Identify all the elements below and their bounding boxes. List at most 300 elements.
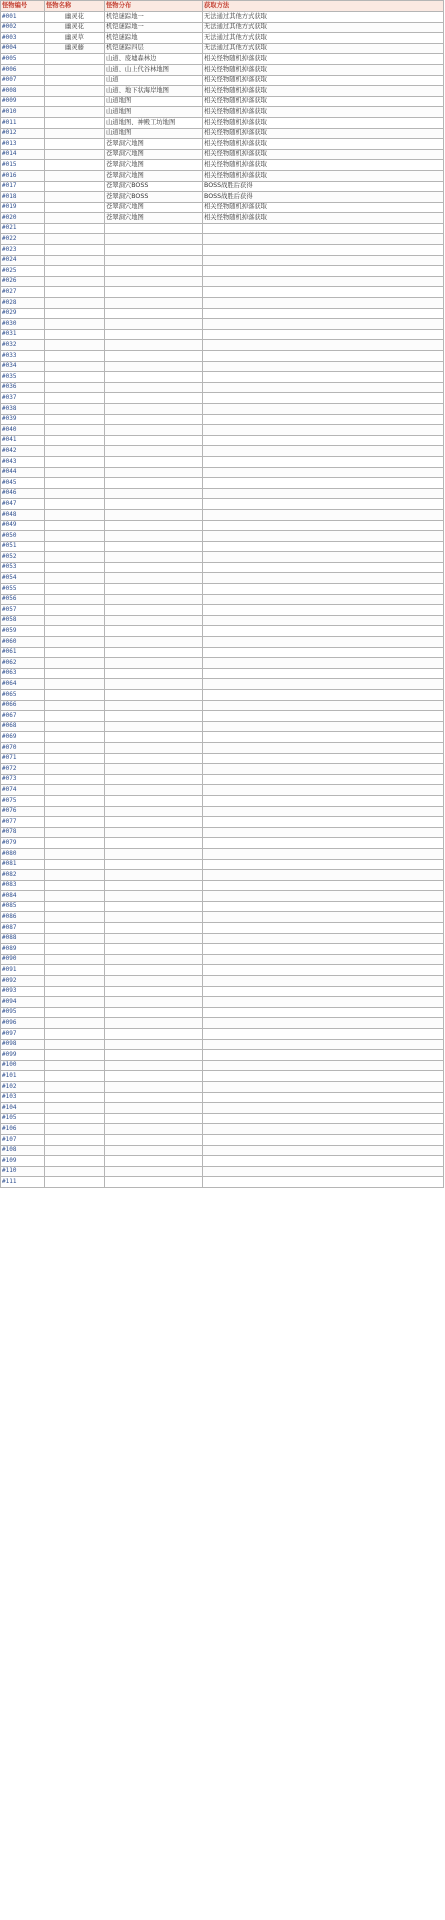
cell-monster-location: [105, 1007, 203, 1018]
cell-monster-id: #013: [1, 139, 45, 150]
cell-obtain-method: [203, 298, 444, 309]
cell-monster-id: #095: [1, 1007, 45, 1018]
cell-monster-name: [45, 499, 105, 510]
cell-monster-location: [105, 382, 203, 393]
cell-monster-location: [105, 1113, 203, 1124]
cell-monster-id: #048: [1, 509, 45, 520]
cell-obtain-method: [203, 499, 444, 510]
cell-monster-name: [45, 742, 105, 753]
table-body: [1, 12, 444, 1188]
cell-monster-id: #073: [1, 774, 45, 785]
table-row: [1, 965, 444, 976]
cell-monster-location: [105, 255, 203, 266]
cell-monster-name: [45, 446, 105, 457]
cell-monster-location: 山道、山上代谷林地图: [105, 64, 203, 75]
cell-monster-id: #093: [1, 986, 45, 997]
cell-monster-location: [105, 912, 203, 923]
cell-monster-name: [45, 753, 105, 764]
cell-obtain-method: [203, 1103, 444, 1114]
cell-obtain-method: [203, 541, 444, 552]
table-row: [1, 393, 444, 404]
cell-monster-name: [45, 891, 105, 902]
cell-monster-id: #026: [1, 276, 45, 287]
cell-obtain-method: 相关怪物随机掉落获取: [203, 86, 444, 97]
table-row: [1, 139, 444, 150]
cell-monster-id: #064: [1, 679, 45, 690]
cell-monster-name: [45, 806, 105, 817]
cell-monster-name: [45, 976, 105, 987]
cell-monster-name: [45, 626, 105, 637]
table-row: [1, 403, 444, 414]
cell-monster-id: #025: [1, 266, 45, 277]
table-row: [1, 329, 444, 340]
cell-monster-location: [105, 361, 203, 372]
cell-obtain-method: [203, 456, 444, 467]
cell-obtain-method: [203, 255, 444, 266]
cell-monster-location: [105, 298, 203, 309]
cell-obtain-method: 无法通过其他方式获取: [203, 22, 444, 33]
table-row: [1, 340, 444, 351]
cell-obtain-method: [203, 774, 444, 785]
table-row: [1, 986, 444, 997]
cell-monster-name: [45, 552, 105, 563]
cell-monster-location: [105, 234, 203, 245]
cell-monster-id: #037: [1, 393, 45, 404]
cell-monster-name: [45, 170, 105, 181]
cell-monster-name: [45, 192, 105, 203]
cell-monster-location: [105, 223, 203, 234]
cell-monster-name: [45, 615, 105, 626]
cell-obtain-method: [203, 276, 444, 287]
cell-obtain-method: 相关怪物随机掉落获取: [203, 170, 444, 181]
cell-obtain-method: [203, 488, 444, 499]
cell-monster-id: #111: [1, 1177, 45, 1188]
table-row: [1, 435, 444, 446]
cell-monster-name: [45, 287, 105, 298]
cell-monster-name: [45, 700, 105, 711]
cell-obtain-method: [203, 912, 444, 923]
cell-monster-name: 幽灵草: [45, 33, 105, 44]
cell-obtain-method: [203, 361, 444, 372]
cell-monster-location: [105, 785, 203, 796]
cell-obtain-method: [203, 245, 444, 256]
cell-obtain-method: 相关怪物随机掉落获取: [203, 107, 444, 118]
table-row: [1, 827, 444, 838]
cell-monster-location: [105, 626, 203, 637]
table-row: [1, 901, 444, 912]
header-obtain-method: 获取方法: [203, 1, 444, 12]
cell-monster-id: #068: [1, 721, 45, 732]
cell-obtain-method: [203, 531, 444, 542]
cell-monster-name: [45, 223, 105, 234]
cell-monster-location: [105, 478, 203, 489]
cell-monster-name: [45, 573, 105, 584]
cell-obtain-method: 相关怪物随机掉落获取: [203, 160, 444, 171]
header-monster-name: 怪物名称: [45, 1, 105, 12]
cell-monster-name: [45, 213, 105, 224]
cell-monster-location: [105, 467, 203, 478]
cell-monster-location: [105, 647, 203, 658]
cell-monster-location: [105, 340, 203, 351]
cell-monster-name: [45, 711, 105, 722]
table-row: [1, 43, 444, 54]
cell-monster-location: [105, 1103, 203, 1114]
cell-monster-location: [105, 742, 203, 753]
cell-monster-id: #110: [1, 1166, 45, 1177]
cell-obtain-method: [203, 923, 444, 934]
cell-obtain-method: [203, 1113, 444, 1124]
cell-monster-id: #091: [1, 965, 45, 976]
table-row: [1, 319, 444, 330]
cell-obtain-method: [203, 319, 444, 330]
cell-monster-name: [45, 658, 105, 669]
cell-monster-id: #045: [1, 478, 45, 489]
cell-monster-location: [105, 764, 203, 775]
cell-monster-location: [105, 266, 203, 277]
cell-obtain-method: [203, 573, 444, 584]
cell-monster-location: 山道地图、神殿工坊地图: [105, 117, 203, 128]
cell-monster-name: [45, 637, 105, 648]
cell-obtain-method: [203, 1156, 444, 1167]
table-row: [1, 298, 444, 309]
table-row: [1, 1092, 444, 1103]
cell-monster-location: [105, 393, 203, 404]
cell-monster-id: #052: [1, 552, 45, 563]
cell-obtain-method: 相关怪物随机掉落获取: [203, 96, 444, 107]
cell-monster-id: #109: [1, 1156, 45, 1167]
cell-obtain-method: [203, 1177, 444, 1188]
cell-monster-name: [45, 817, 105, 828]
cell-monster-location: [105, 1060, 203, 1071]
cell-monster-id: #051: [1, 541, 45, 552]
table-row: [1, 192, 444, 203]
cell-obtain-method: [203, 266, 444, 277]
table-row: [1, 287, 444, 298]
cell-obtain-method: [203, 976, 444, 987]
cell-obtain-method: [203, 403, 444, 414]
table-row: [1, 266, 444, 277]
cell-monster-location: [105, 509, 203, 520]
table-row: [1, 552, 444, 563]
cell-obtain-method: [203, 986, 444, 997]
cell-monster-location: [105, 954, 203, 965]
cell-monster-id: #018: [1, 192, 45, 203]
table-row: [1, 96, 444, 107]
cell-monster-id: #001: [1, 12, 45, 23]
table-row: [1, 1007, 444, 1018]
cell-monster-name: [45, 308, 105, 319]
table-row: [1, 954, 444, 965]
cell-monster-location: [105, 721, 203, 732]
cell-monster-location: [105, 817, 203, 828]
cell-monster-id: #106: [1, 1124, 45, 1135]
cell-monster-name: [45, 1124, 105, 1135]
cell-monster-name: [45, 467, 105, 478]
cell-monster-name: [45, 986, 105, 997]
cell-obtain-method: 无法通过其他方式获取: [203, 33, 444, 44]
table-row: [1, 732, 444, 743]
cell-monster-location: [105, 541, 203, 552]
table-row: [1, 817, 444, 828]
cell-monster-id: #019: [1, 202, 45, 213]
cell-monster-id: #050: [1, 531, 45, 542]
cell-monster-location: [105, 806, 203, 817]
table-row: [1, 1124, 444, 1135]
table-row: [1, 742, 444, 753]
cell-monster-name: [45, 764, 105, 775]
cell-monster-name: [45, 1071, 105, 1082]
cell-monster-id: #085: [1, 901, 45, 912]
cell-monster-id: #036: [1, 382, 45, 393]
cell-monster-name: [45, 668, 105, 679]
cell-obtain-method: 相关怪物随机掉落获取: [203, 75, 444, 86]
cell-monster-id: #076: [1, 806, 45, 817]
cell-obtain-method: [203, 1060, 444, 1071]
cell-monster-id: #090: [1, 954, 45, 965]
cell-monster-name: [45, 456, 105, 467]
cell-monster-id: #086: [1, 912, 45, 923]
cell-monster-name: [45, 64, 105, 75]
cell-monster-name: [45, 298, 105, 309]
cell-obtain-method: [203, 1029, 444, 1040]
cell-monster-id: #054: [1, 573, 45, 584]
cell-monster-location: 山道地图: [105, 96, 203, 107]
cell-obtain-method: [203, 944, 444, 955]
cell-obtain-method: [203, 584, 444, 595]
cell-obtain-method: [203, 1092, 444, 1103]
cell-obtain-method: [203, 615, 444, 626]
cell-obtain-method: [203, 827, 444, 838]
cell-monster-name: [45, 149, 105, 160]
cell-monster-location: [105, 615, 203, 626]
cell-obtain-method: [203, 1018, 444, 1029]
cell-monster-id: #029: [1, 308, 45, 319]
cell-monster-id: #062: [1, 658, 45, 669]
cell-monster-id: #075: [1, 795, 45, 806]
table-row: [1, 721, 444, 732]
cell-monster-name: [45, 255, 105, 266]
cell-monster-id: #056: [1, 594, 45, 605]
table-row: [1, 478, 444, 489]
cell-monster-location: 苍翠洞穴地图: [105, 170, 203, 181]
table-row: [1, 276, 444, 287]
cell-monster-id: #070: [1, 742, 45, 753]
table-row: [1, 976, 444, 987]
cell-monster-location: [105, 848, 203, 859]
cell-monster-location: [105, 372, 203, 383]
cell-monster-name: [45, 541, 105, 552]
cell-monster-id: #024: [1, 255, 45, 266]
table-row: [1, 181, 444, 192]
cell-monster-name: [45, 1113, 105, 1124]
table-row: [1, 658, 444, 669]
cell-monster-location: 山道、地下状海岸地图: [105, 86, 203, 97]
cell-monster-location: [105, 1156, 203, 1167]
cell-obtain-method: [203, 711, 444, 722]
cell-monster-id: #072: [1, 764, 45, 775]
cell-monster-location: [105, 658, 203, 669]
cell-obtain-method: [203, 520, 444, 531]
cell-monster-name: [45, 1081, 105, 1092]
cell-monster-name: [45, 774, 105, 785]
cell-monster-id: #066: [1, 700, 45, 711]
cell-monster-location: [105, 1166, 203, 1177]
cell-monster-id: #007: [1, 75, 45, 86]
cell-monster-id: #044: [1, 467, 45, 478]
cell-monster-id: #041: [1, 435, 45, 446]
cell-monster-id: #039: [1, 414, 45, 425]
cell-obtain-method: [203, 329, 444, 340]
cell-monster-name: [45, 329, 105, 340]
table-row: [1, 859, 444, 870]
cell-monster-location: [105, 287, 203, 298]
cell-obtain-method: [203, 509, 444, 520]
cell-monster-id: #021: [1, 223, 45, 234]
table-row: [1, 86, 444, 97]
cell-monster-id: #020: [1, 213, 45, 224]
table-row: [1, 1166, 444, 1177]
cell-monster-location: [105, 573, 203, 584]
cell-monster-name: 幽灵花: [45, 22, 105, 33]
cell-monster-name: [45, 1166, 105, 1177]
table-row: [1, 541, 444, 552]
cell-monster-name: [45, 1103, 105, 1114]
cell-monster-id: #104: [1, 1103, 45, 1114]
header-monster-id: 怪物编号: [1, 1, 45, 12]
cell-obtain-method: BOSS战胜后获得: [203, 181, 444, 192]
cell-monster-location: [105, 562, 203, 573]
cell-monster-location: [105, 637, 203, 648]
table-row: [1, 64, 444, 75]
cell-monster-location: [105, 552, 203, 563]
cell-monster-location: [105, 329, 203, 340]
cell-monster-name: [45, 795, 105, 806]
cell-monster-id: #012: [1, 128, 45, 139]
table-row: [1, 1177, 444, 1188]
cell-obtain-method: [203, 901, 444, 912]
cell-monster-id: #047: [1, 499, 45, 510]
cell-monster-id: #003: [1, 33, 45, 44]
table-row: [1, 223, 444, 234]
table-row: [1, 647, 444, 658]
cell-monster-name: [45, 562, 105, 573]
cell-monster-id: #074: [1, 785, 45, 796]
table-row: [1, 1156, 444, 1167]
table-row: [1, 75, 444, 86]
cell-monster-location: [105, 944, 203, 955]
cell-monster-id: #033: [1, 351, 45, 362]
cell-monster-id: #071: [1, 753, 45, 764]
cell-monster-location: 苍翠洞穴BOSS: [105, 192, 203, 203]
table-row: [1, 668, 444, 679]
cell-obtain-method: [203, 637, 444, 648]
cell-monster-location: [105, 827, 203, 838]
table-row: [1, 202, 444, 213]
table-row: [1, 33, 444, 44]
cell-monster-id: #082: [1, 870, 45, 881]
cell-monster-location: [105, 276, 203, 287]
cell-monster-name: [45, 531, 105, 542]
cell-obtain-method: [203, 1124, 444, 1135]
cell-monster-location: [105, 414, 203, 425]
header-monster-location: 怪物分布: [105, 1, 203, 12]
table-row: [1, 245, 444, 256]
cell-obtain-method: [203, 552, 444, 563]
cell-monster-location: [105, 531, 203, 542]
cell-obtain-method: [203, 933, 444, 944]
table-row: [1, 361, 444, 372]
cell-monster-location: 山道地图: [105, 107, 203, 118]
cell-obtain-method: 相关怪物随机掉落获取: [203, 149, 444, 160]
cell-monster-name: [45, 181, 105, 192]
cell-monster-location: 苍翠洞穴地图: [105, 149, 203, 160]
cell-monster-location: [105, 594, 203, 605]
cell-monster-location: 机铠谜踪地一: [105, 12, 203, 23]
table-row: [1, 456, 444, 467]
table-row: [1, 1071, 444, 1082]
cell-monster-id: #009: [1, 96, 45, 107]
cell-monster-location: 苍翠洞穴BOSS: [105, 181, 203, 192]
cell-obtain-method: [203, 679, 444, 690]
cell-monster-name: 幽灵花: [45, 12, 105, 23]
cell-obtain-method: [203, 690, 444, 701]
cell-monster-id: #049: [1, 520, 45, 531]
cell-monster-location: [105, 319, 203, 330]
cell-monster-name: [45, 488, 105, 499]
table-row: [1, 509, 444, 520]
cell-monster-name: [45, 732, 105, 743]
cell-monster-name: [45, 679, 105, 690]
cell-monster-location: [105, 456, 203, 467]
table-row: [1, 372, 444, 383]
cell-monster-id: #087: [1, 923, 45, 934]
cell-monster-location: [105, 308, 203, 319]
table-row: [1, 520, 444, 531]
cell-monster-id: #053: [1, 562, 45, 573]
cell-monster-id: #084: [1, 891, 45, 902]
cell-monster-name: [45, 319, 105, 330]
cell-monster-location: [105, 870, 203, 881]
cell-obtain-method: [203, 1039, 444, 1050]
cell-monster-name: [45, 1039, 105, 1050]
cell-obtain-method: [203, 605, 444, 616]
cell-monster-id: #096: [1, 1018, 45, 1029]
cell-monster-id: #038: [1, 403, 45, 414]
cell-monster-name: [45, 1134, 105, 1145]
cell-obtain-method: [203, 870, 444, 881]
table-row: [1, 499, 444, 510]
cell-monster-location: 苍翠洞穴地图: [105, 213, 203, 224]
table-row: [1, 870, 444, 881]
cell-monster-id: #063: [1, 668, 45, 679]
cell-monster-id: #097: [1, 1029, 45, 1040]
cell-monster-location: 机铠谜踪地: [105, 33, 203, 44]
table-row: [1, 615, 444, 626]
cell-monster-name: [45, 96, 105, 107]
cell-obtain-method: [203, 806, 444, 817]
table-row: [1, 764, 444, 775]
cell-obtain-method: [203, 848, 444, 859]
table-row: [1, 54, 444, 65]
cell-obtain-method: [203, 1145, 444, 1156]
cell-monster-location: [105, 700, 203, 711]
table-row: [1, 573, 444, 584]
cell-monster-id: #010: [1, 107, 45, 118]
cell-monster-id: #099: [1, 1050, 45, 1061]
cell-obtain-method: [203, 1081, 444, 1092]
cell-monster-location: [105, 1124, 203, 1135]
cell-obtain-method: [203, 859, 444, 870]
